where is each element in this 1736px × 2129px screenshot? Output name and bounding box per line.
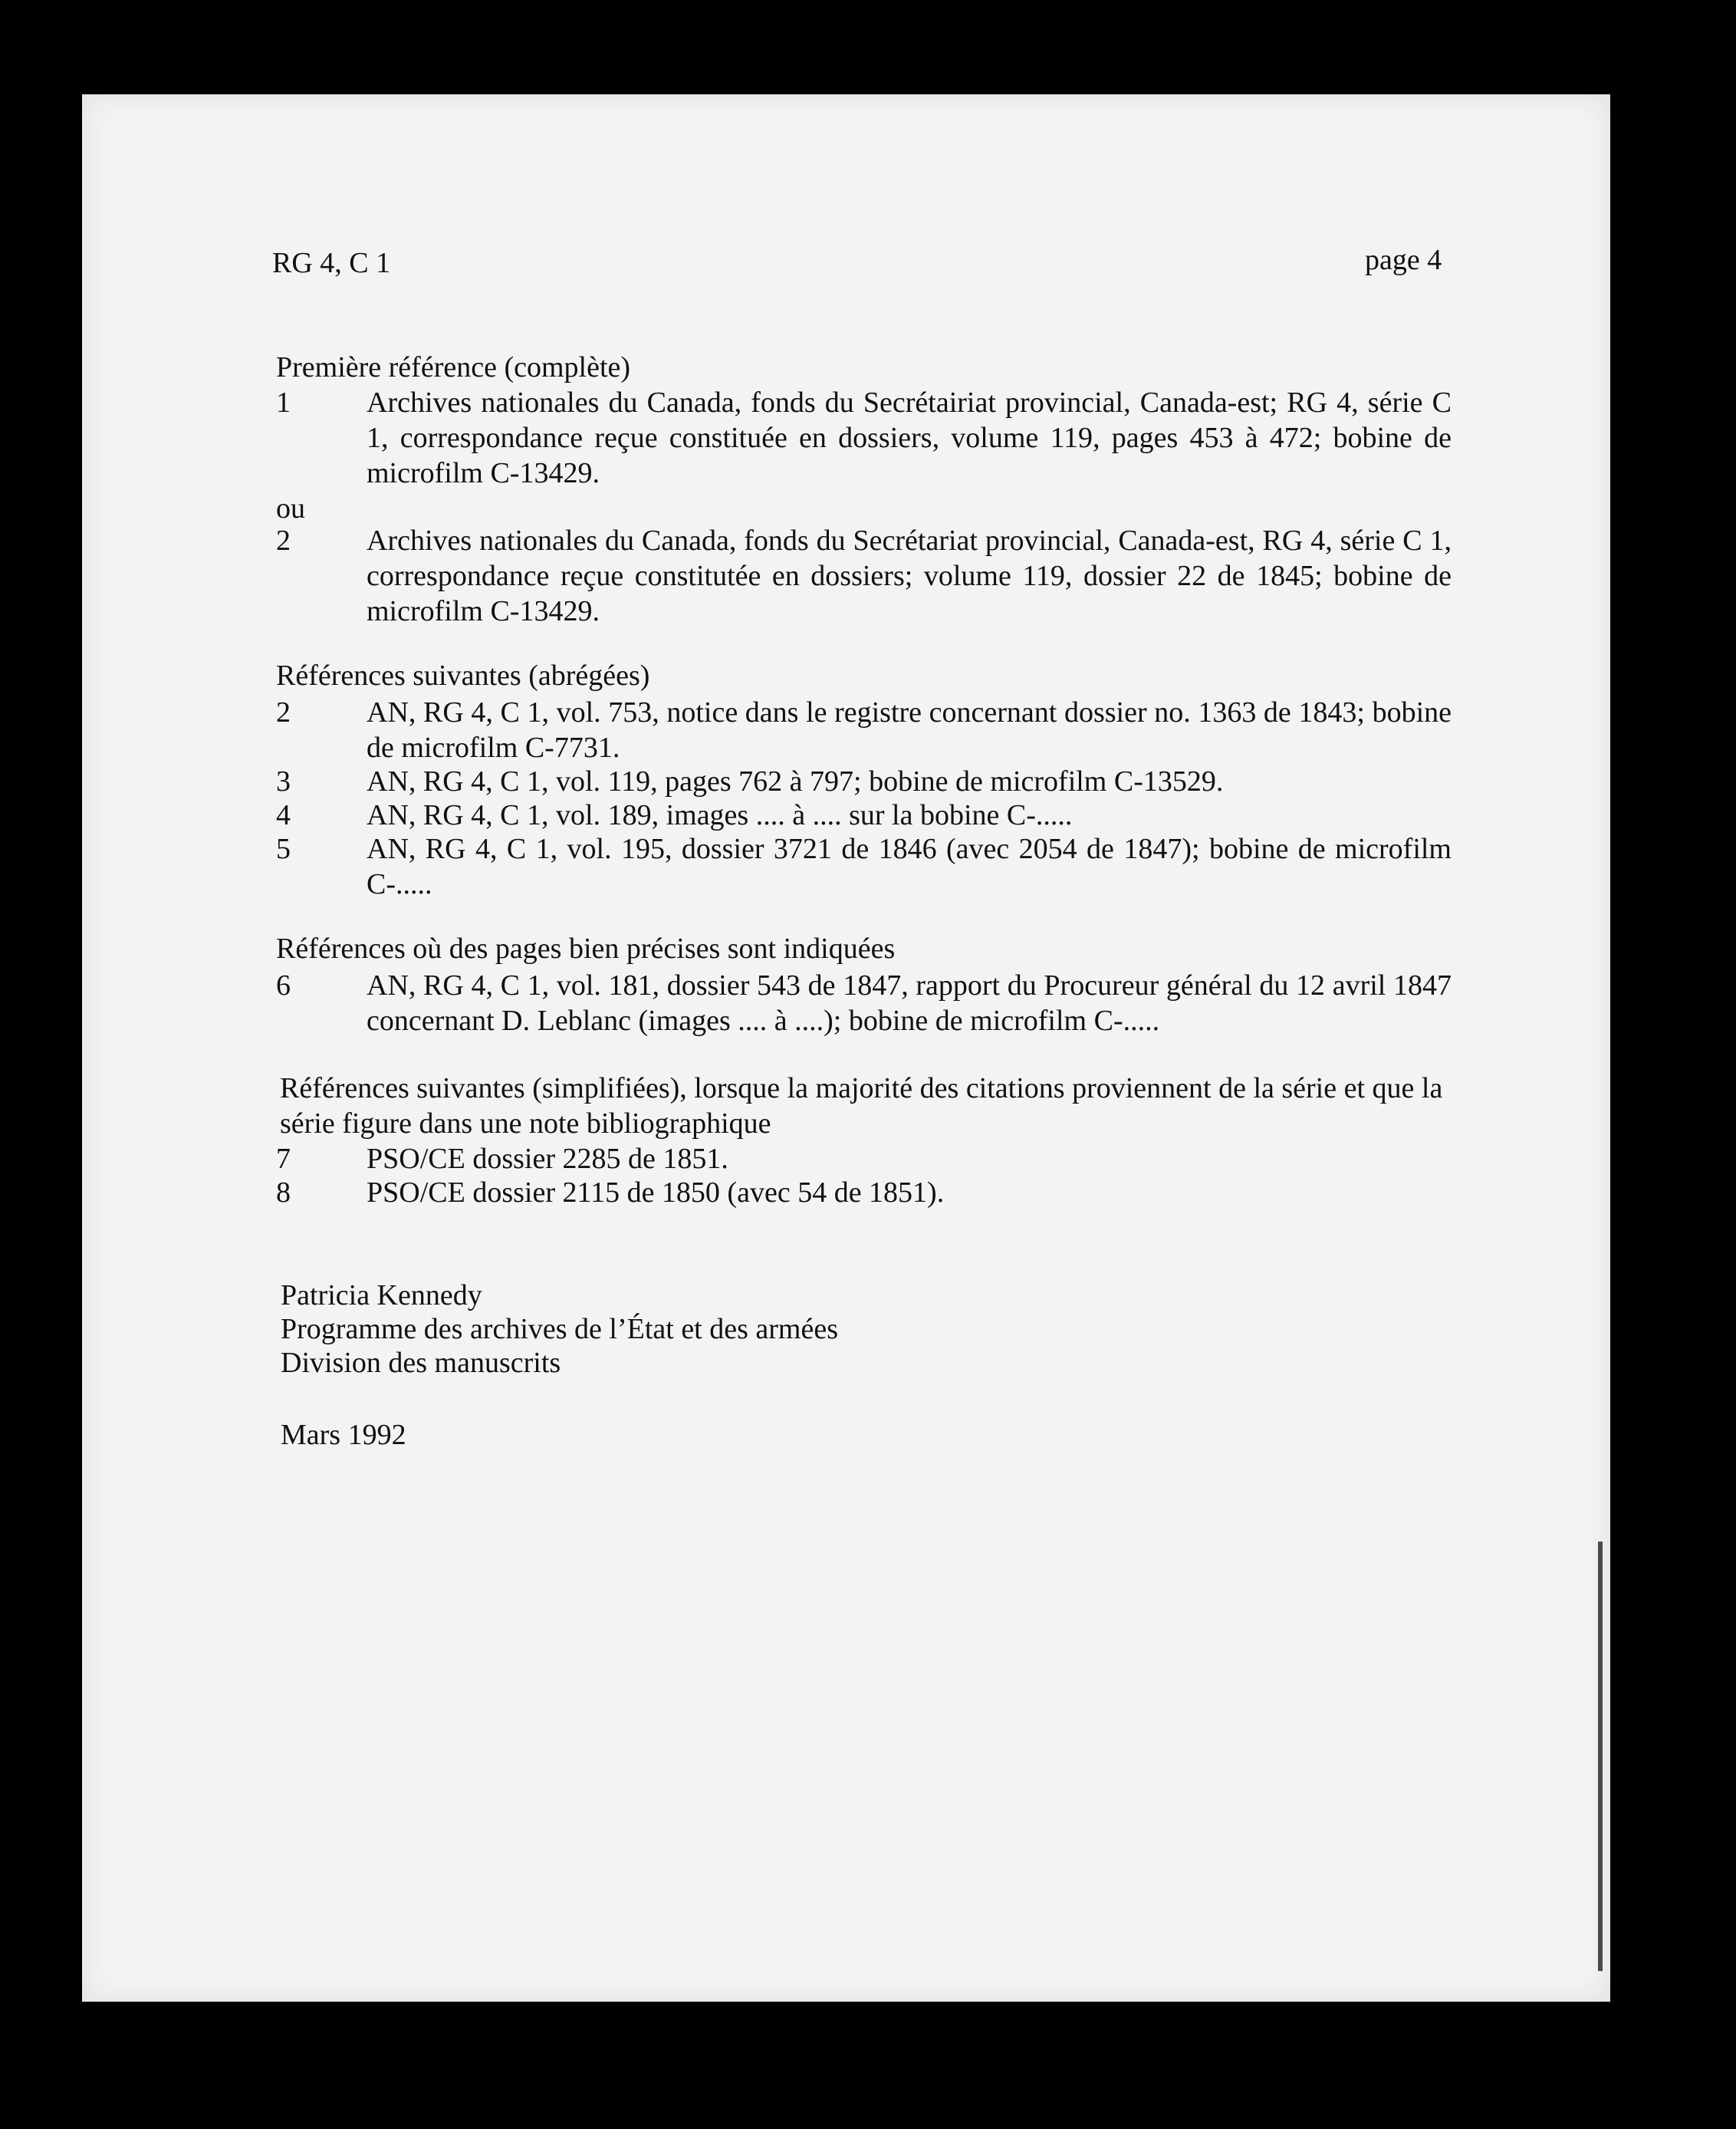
section-title-suivantes: Références suivantes (abrégées) [276, 660, 650, 692]
or-label: ou [276, 492, 305, 525]
entry-text: PSO/CE dossier 2115 de 1850 (avec 54 de 1851). [367, 1176, 945, 1209]
entry-number: 2 [276, 525, 291, 557]
entry-text: AN, RG 4, C 1, vol. 195, dossier 3721 de 1846 (avec 2054 de 1847); bobine de microfilm C-..... [367, 833, 1452, 900]
entry-text: AN, RG 4, C 1, vol. 753, notice dans le registre concernant dossier no. 1363 de 1843; bobine de microfilm C-7731. [367, 696, 1452, 764]
entry-number: 4 [276, 799, 291, 831]
entry-text: AN, RG 4, C 1, vol. 189, images .... à .... sur la bobine C-..... [367, 799, 1073, 831]
section-title-simplifiees: Références suivantes (simplifiées), lorsque la majorité des citations proviennent de la série et que la série figure dans une note bibliographique [280, 1072, 1443, 1140]
entry-number: 7 [276, 1143, 291, 1175]
page-number: page 4 [1365, 244, 1442, 276]
page-edge-shadow [1598, 1542, 1603, 1971]
entry-number: 2 [276, 696, 291, 729]
entry-number: 5 [276, 833, 291, 865]
entry-text: PSO/CE dossier 2285 de 1851. [367, 1143, 728, 1175]
entry-text: AN, RG 4, C 1, vol. 181, dossier 543 de 1847, rapport du Procureur général du 12 avril 1847 concernant D. Leblanc (images .... à ....); bobine de microfilm C-..... [367, 969, 1452, 1037]
entry-number: 6 [276, 969, 291, 1002]
entry-text: Archives nationales du Canada, fonds du Secrétairiat provincial, Canada-est; RG 4, série C 1, correspondance reçue constituée en dossiers, volume 119, pages 453 à 472; bobine de microfilm C-13429. [367, 387, 1452, 489]
section-title-precises: Références où des pages bien précises sont indiquées [276, 933, 896, 965]
entry-text: Archives nationales du Canada, fonds du Secrétariat provincial, Canada-est, RG 4, série C 1, correspondance reçue constitutée en dossiers; volume 119, dossier 22 de 1845; bobine de microfilm C-13429. [367, 525, 1452, 627]
author-program: Programme des archives de l’État et des armées [281, 1313, 838, 1345]
author-name: Patricia Kennedy [281, 1279, 482, 1311]
section-title-premiere: Première référence (complète) [276, 351, 631, 383]
document-date: Mars 1992 [281, 1419, 406, 1451]
entry-number: 3 [276, 765, 291, 798]
entry-text: AN, RG 4, C 1, vol. 119, pages 762 à 797; bobine de microfilm C-13529. [367, 765, 1224, 798]
author-division: Division des manuscrits [281, 1347, 561, 1379]
header-reference: RG 4, C 1 [272, 247, 391, 279]
entry-number: 1 [276, 387, 291, 419]
entry-number: 8 [276, 1176, 291, 1209]
